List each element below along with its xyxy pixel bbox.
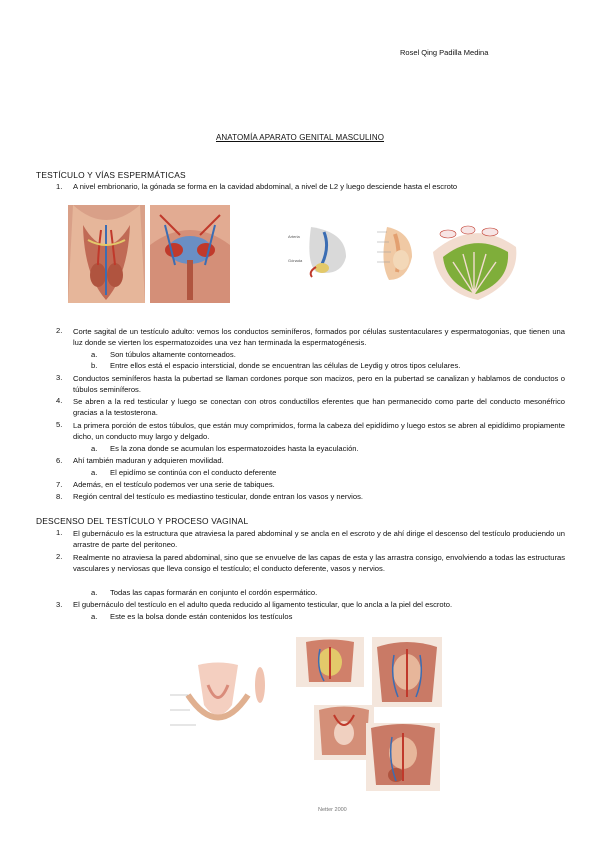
item-number: 7.: [56, 480, 63, 489]
figure-label-lines: [92, 217, 106, 218]
item-text: Corte sagital de un testículo adulto: vemos los conductos seminíferos, formados por células sustentaculares y espermatogonias, que tienen una luz donde se vierten los espermatozoides una vez han terminada la espermatogénesis.: [73, 327, 565, 347]
item-number: 3.: [56, 373, 63, 382]
item-number: 4.: [56, 396, 63, 405]
anatomy-figure-pelvis-frontal: [150, 205, 230, 303]
document-title: ANATOMÍA APARATO GENITAL MASCULINO: [215, 133, 385, 142]
item-text: Se abren a la red testicular y luego se conectan con otros conductillos eferentes que han permanecido como parte del conducto mesonéfrico gracias a la testosterona.: [73, 397, 565, 417]
anatomy-figure-male-frontal: [68, 205, 145, 303]
inguinal-dissection-figure-1: [296, 637, 364, 687]
section-heading-testiculo: TESTÍCULO Y VÍAS ESPERMÁTICAS: [36, 170, 186, 180]
author-name: Rosel Qing Padilla Medina: [400, 48, 489, 57]
item-number: 2.: [56, 326, 63, 335]
sub-item-letter: a.: [91, 588, 98, 597]
item-text: El gubernáculo del testículo en el adulto queda reducido al ligamento testicular, que lo ancla a la piel del escroto.: [73, 600, 453, 609]
processus-vaginalis-figure: [168, 655, 268, 740]
item-text: Además, en el testículo podemos ver una serie de tabiques.: [73, 480, 275, 489]
testis-sagittal-figure: [357, 222, 427, 284]
inguinal-dissection-figure-4: [366, 723, 440, 791]
item-text: El gubernáculo es la estructura que atraviesa la pared abdominal y se ancla en el escroto y de ahí dirige el descenso del testículo produciendo un arrastre de parte del peritoneo.: [73, 529, 565, 549]
item-number: 8.: [56, 492, 63, 501]
svg-text:Arteria: Arteria: [288, 234, 300, 239]
item-text: La primera porción de estos túbulos, que están muy comprimidos, forma la cabeza del epidídimo y luego estos se abren al epidídimo propiamente dicho, un conducto muy largo y delgado.: [73, 421, 565, 441]
item-number: 3.: [56, 600, 63, 609]
item-text: A nivel embrionario, la gónada se forma en la cavidad abdominal, a nivel de L2 y luego desciende hasta el escroto: [73, 182, 458, 191]
sub-item-letter: a.: [91, 350, 98, 359]
item-number: 1.: [56, 182, 63, 191]
item-number: 5.: [56, 420, 63, 429]
inguinal-dissection-figure-3: [314, 705, 374, 760]
section-heading-descenso: DESCENSO DEL TESTÍCULO Y PROCESO VAGINAL: [36, 516, 249, 526]
sub-item-text: Todas las capas formarán en conjunto el cordón espermático.: [110, 588, 318, 597]
item-text: Realmente no atraviesa la pared abdominal, sino que se envuelve de las capas de esta y las arrastra consigo, envolviendo a todas las estructuras vasculares y nerviosas que lleva consigo el testículo; el conducto deferente, vasos y nervios.: [73, 553, 565, 573]
sub-item-letter: a.: [91, 612, 98, 621]
item-text: Conductos seminíferos hasta la pubertad se llaman cordones porque son macizos, pero en la pubertad se canalizan y hablamos de conductos o túbulos seminíferos.: [73, 374, 565, 394]
sub-item-text: El epidímo se continúa con el conducto deferente: [110, 468, 277, 477]
sub-item-text: Es la zona donde se acumulan los espermatozoides hasta la eyaculación.: [110, 444, 359, 453]
sub-item-text: Son túbulos altamente contorneados.: [110, 350, 236, 359]
inguinal-dissection-figure-2: [372, 637, 442, 707]
svg-text:Gónada: Gónada: [288, 258, 303, 263]
sub-item-letter: b.: [91, 361, 98, 370]
item-text: Ahí también maduran y adquieren movilidad.: [73, 456, 224, 465]
item-number: 1.: [56, 528, 63, 537]
sub-item-letter: a.: [91, 444, 98, 453]
item-number: 6.: [56, 456, 63, 465]
sub-item-letter: a.: [91, 468, 98, 477]
item-number: 2.: [56, 552, 63, 561]
sub-item-text: Entre ellos está el espacio intersticial, donde se encuentran las células de Leydig y otros tipos celulares.: [110, 361, 461, 370]
seminiferous-tubule-figure: [428, 222, 520, 304]
sub-item-text: Este es la bolsa donde están contenidos los testículos: [110, 612, 293, 621]
figure-credit: Netter 2000: [318, 807, 347, 813]
embryo-gonad-figure: [286, 222, 354, 280]
item-text: Región central del testículo es mediastino testicular, donde entran los vasos y nervios.: [73, 492, 363, 501]
